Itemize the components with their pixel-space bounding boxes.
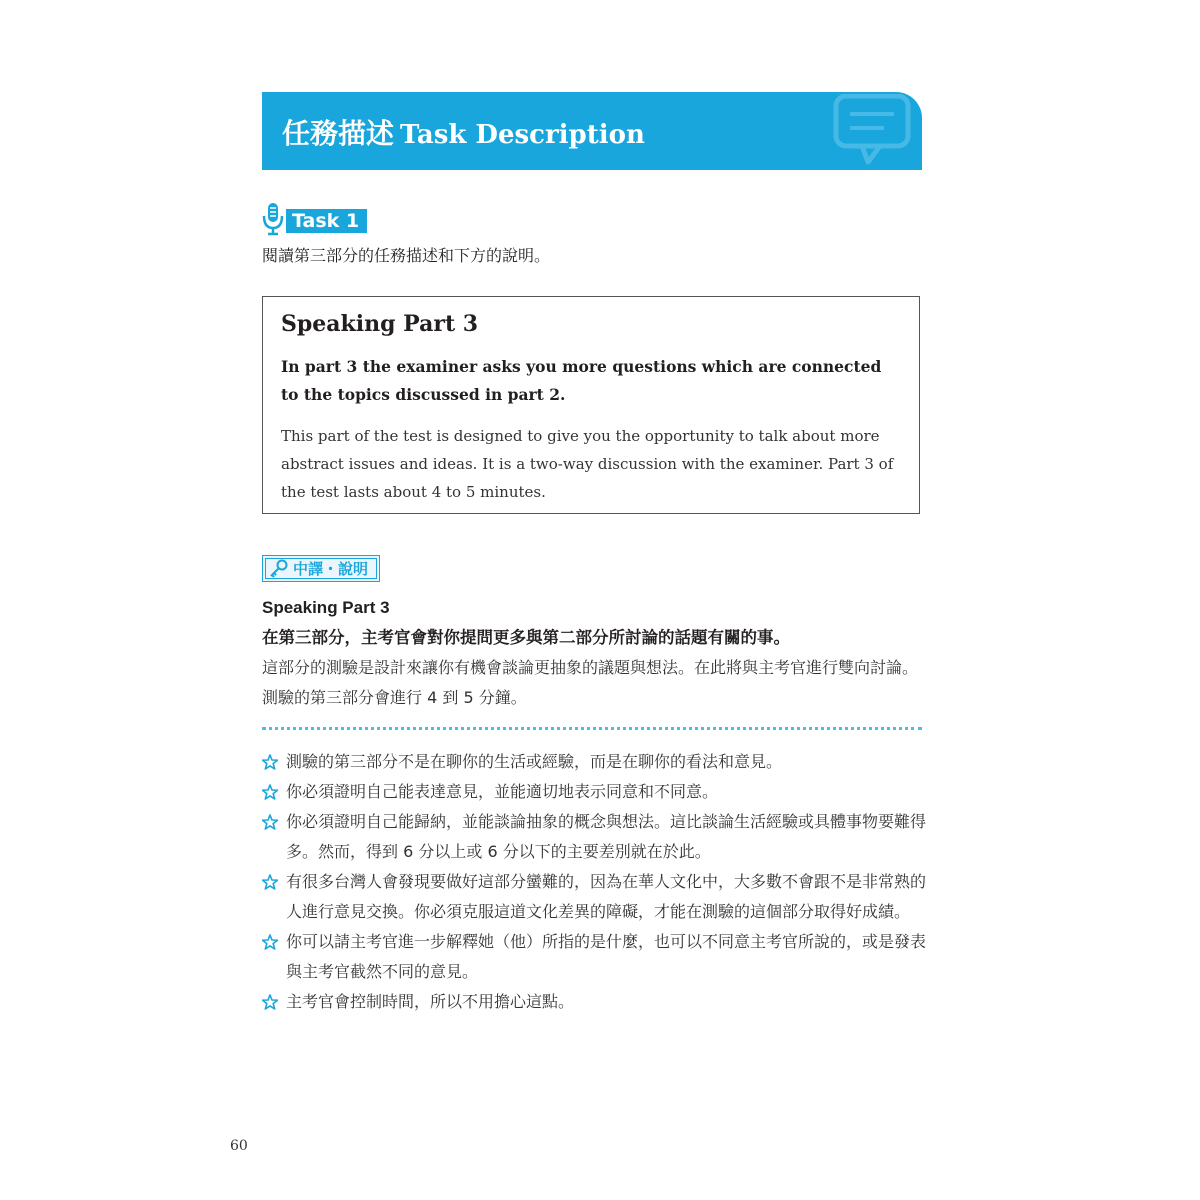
translation-body: 這部分的測驗是設計來讓你有機會談論更抽象的議題與想法。在此將與主考官進行雙向討論。測驗的第三部分會進行 4 到 5 分鐘。 — [262, 658, 919, 707]
star-icon — [262, 994, 278, 1010]
task-instruction: 閱讀第三部分的任務描述和下方的說明。 — [262, 246, 551, 265]
list-item-text: 你必須證明自己能表達意見，並能適切地表示同意和不同意。 — [286, 782, 719, 801]
key-icon — [269, 559, 289, 579]
info-box-body: This part of the test is designed to give you the opportunity to talk about more abstract issues and ideas. It is a two-way discussion with the examiner. Part 3 of the test lasts about 4 to 5 minutes. — [281, 427, 894, 501]
translation-lead: 在第三部分，主考官會對你提問更多與第二部分所討論的話題有關的事。 — [262, 628, 790, 647]
list-item — [262, 807, 927, 867]
translation-title: Speaking Part 3 — [262, 598, 390, 617]
list-item-text: 你必須證明自己能歸納，並能談論抽象的概念與想法。這比談論生活經驗或具體事物要難得多。然而，得到 6 分以上或 6 分以下的主要差別就在於此。 — [286, 812, 927, 861]
star-icon — [262, 934, 278, 950]
speech-bubble-icon — [832, 94, 918, 168]
info-box-lead: In part 3 the examiner asks you more questions which are connected to the topics discussed in part 2. — [281, 357, 882, 404]
title-chinese: 任務描述 — [282, 117, 395, 150]
tips-list — [262, 747, 927, 1017]
list-item — [262, 987, 927, 1017]
list-item — [262, 867, 927, 927]
task-badge: Task 1 — [286, 209, 367, 233]
page-title — [282, 112, 645, 152]
list-item — [262, 747, 927, 777]
info-box — [262, 296, 920, 514]
page-number: 60 — [230, 1138, 248, 1154]
translation-badge — [262, 555, 380, 582]
list-item-text: 你可以請主考官進一步解釋她（他）所指的是什麼，也可以不同意主考官所說的，或是發表與主考官截然不同的意見。 — [286, 932, 927, 981]
star-icon — [262, 784, 278, 800]
star-icon — [262, 874, 278, 890]
microphone-icon — [262, 202, 284, 236]
list-item-text: 有很多台灣人會發現要做好這部分蠻難的，因為在華人文化中，大多數不會跟不是非常熟的人進行意見交換。你必須克服這道文化差異的障礙，才能在測驗的這個部分取得好成績。 — [286, 872, 927, 921]
header-banner — [262, 92, 922, 170]
list-item-text: 主考官會控制時間，所以不用擔心這點。 — [286, 992, 575, 1011]
star-icon — [262, 814, 278, 830]
info-box-title: Speaking Part 3 — [281, 311, 479, 337]
list-item-text: 測驗的第三部分不是在聊你的生活或經驗，而是在聊你的看法和意見。 — [286, 752, 783, 771]
section-divider — [262, 727, 922, 730]
star-icon — [262, 754, 278, 770]
translation-badge-label: 中譯・說明 — [293, 560, 369, 578]
title-english: Task Description — [400, 120, 645, 150]
list-item — [262, 927, 927, 987]
list-item — [262, 777, 927, 807]
